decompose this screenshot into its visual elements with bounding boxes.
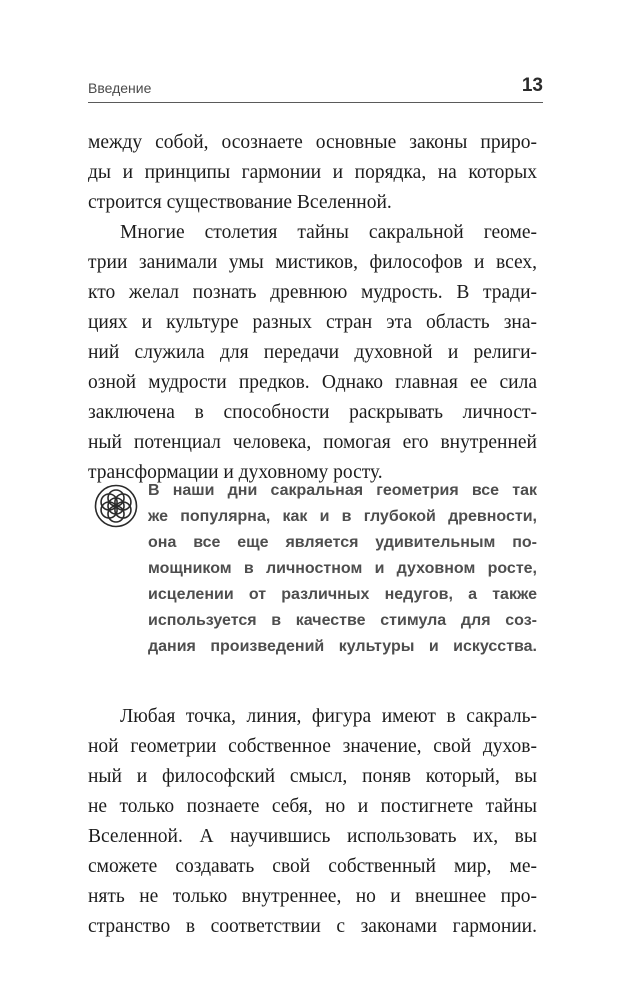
- callout-line: используется в качестве стимула для соз-: [148, 612, 537, 629]
- paragraph-2: [88, 218, 537, 488]
- paragraph-2-line: циях и культуре разных стран эта область зна-: [88, 312, 537, 333]
- section-title: Введение: [88, 80, 152, 96]
- callout-line: В наши дни сакральная геометрия все так: [148, 482, 537, 499]
- callout-line: же популярна, как и в глубокой древности,: [148, 508, 537, 525]
- paragraph-1: [88, 128, 537, 218]
- paragraph-3-line: сможете создавать свой собственный мир, ме-: [88, 856, 537, 877]
- paragraph-3-line: странство в соответствии с законами гармонии.: [88, 916, 537, 937]
- paragraph-3-line: Вселенной. А научившись использовать их, вы: [88, 826, 537, 847]
- paragraph-2-line: озной мудрости предков. Однако главная ее сила: [88, 372, 537, 393]
- paragraph-1-line: между собой, осознаете основные законы приро-: [88, 132, 537, 153]
- flower-of-life-icon: [94, 484, 138, 528]
- paragraph-1-line: ды и принципы гармонии и порядка, на которых: [88, 162, 537, 183]
- paragraph-3-line: ной геометрии собственное значение, свой духов-: [88, 736, 537, 757]
- paragraph-3-line: нять не только внутреннее, но и внешнее про-: [88, 886, 537, 907]
- paragraph-2-line: Многие столетия тайны сакральной геоме-: [120, 222, 537, 243]
- paragraph-3: [88, 702, 537, 942]
- paragraph-2-line: трии занимали умы мистиков, философов и всех,: [88, 252, 537, 273]
- callout-line: дания произведений культуры и искусства.: [148, 638, 537, 655]
- running-header: [88, 74, 543, 103]
- callout-text: [148, 478, 537, 660]
- paragraph-3-line: не только познаете себя, но и постигнете тайны: [88, 796, 537, 817]
- paragraph-2-line: ный потенциал человека, помогая его внутренней: [88, 432, 537, 453]
- paragraph-2-line: трансформации и духовному росту.: [88, 462, 383, 483]
- paragraph-3-line: ный и философский смысл, поняв который, вы: [88, 766, 537, 787]
- callout-line: она все еще является удивительным по-: [148, 534, 537, 551]
- callout-line: мощником в личностном и духовном росте,: [148, 560, 537, 577]
- paragraph-2-line: ний служила для передачи духовной и религи-: [88, 342, 537, 363]
- callout-line: исцелении от различных недугов, а также: [148, 586, 537, 603]
- paragraph-3-line: Любая точка, линия, фигура имеют в сакраль-: [120, 706, 537, 727]
- paragraph-1-line: строится существование Вселенной.: [88, 192, 392, 213]
- page-number: 13: [521, 75, 543, 96]
- paragraph-2-line: кто желал познать древнюю мудрость. В тради-: [88, 282, 537, 303]
- paragraph-2-line: заключена в способности раскрывать личност-: [88, 402, 537, 423]
- callout-box: [88, 478, 537, 653]
